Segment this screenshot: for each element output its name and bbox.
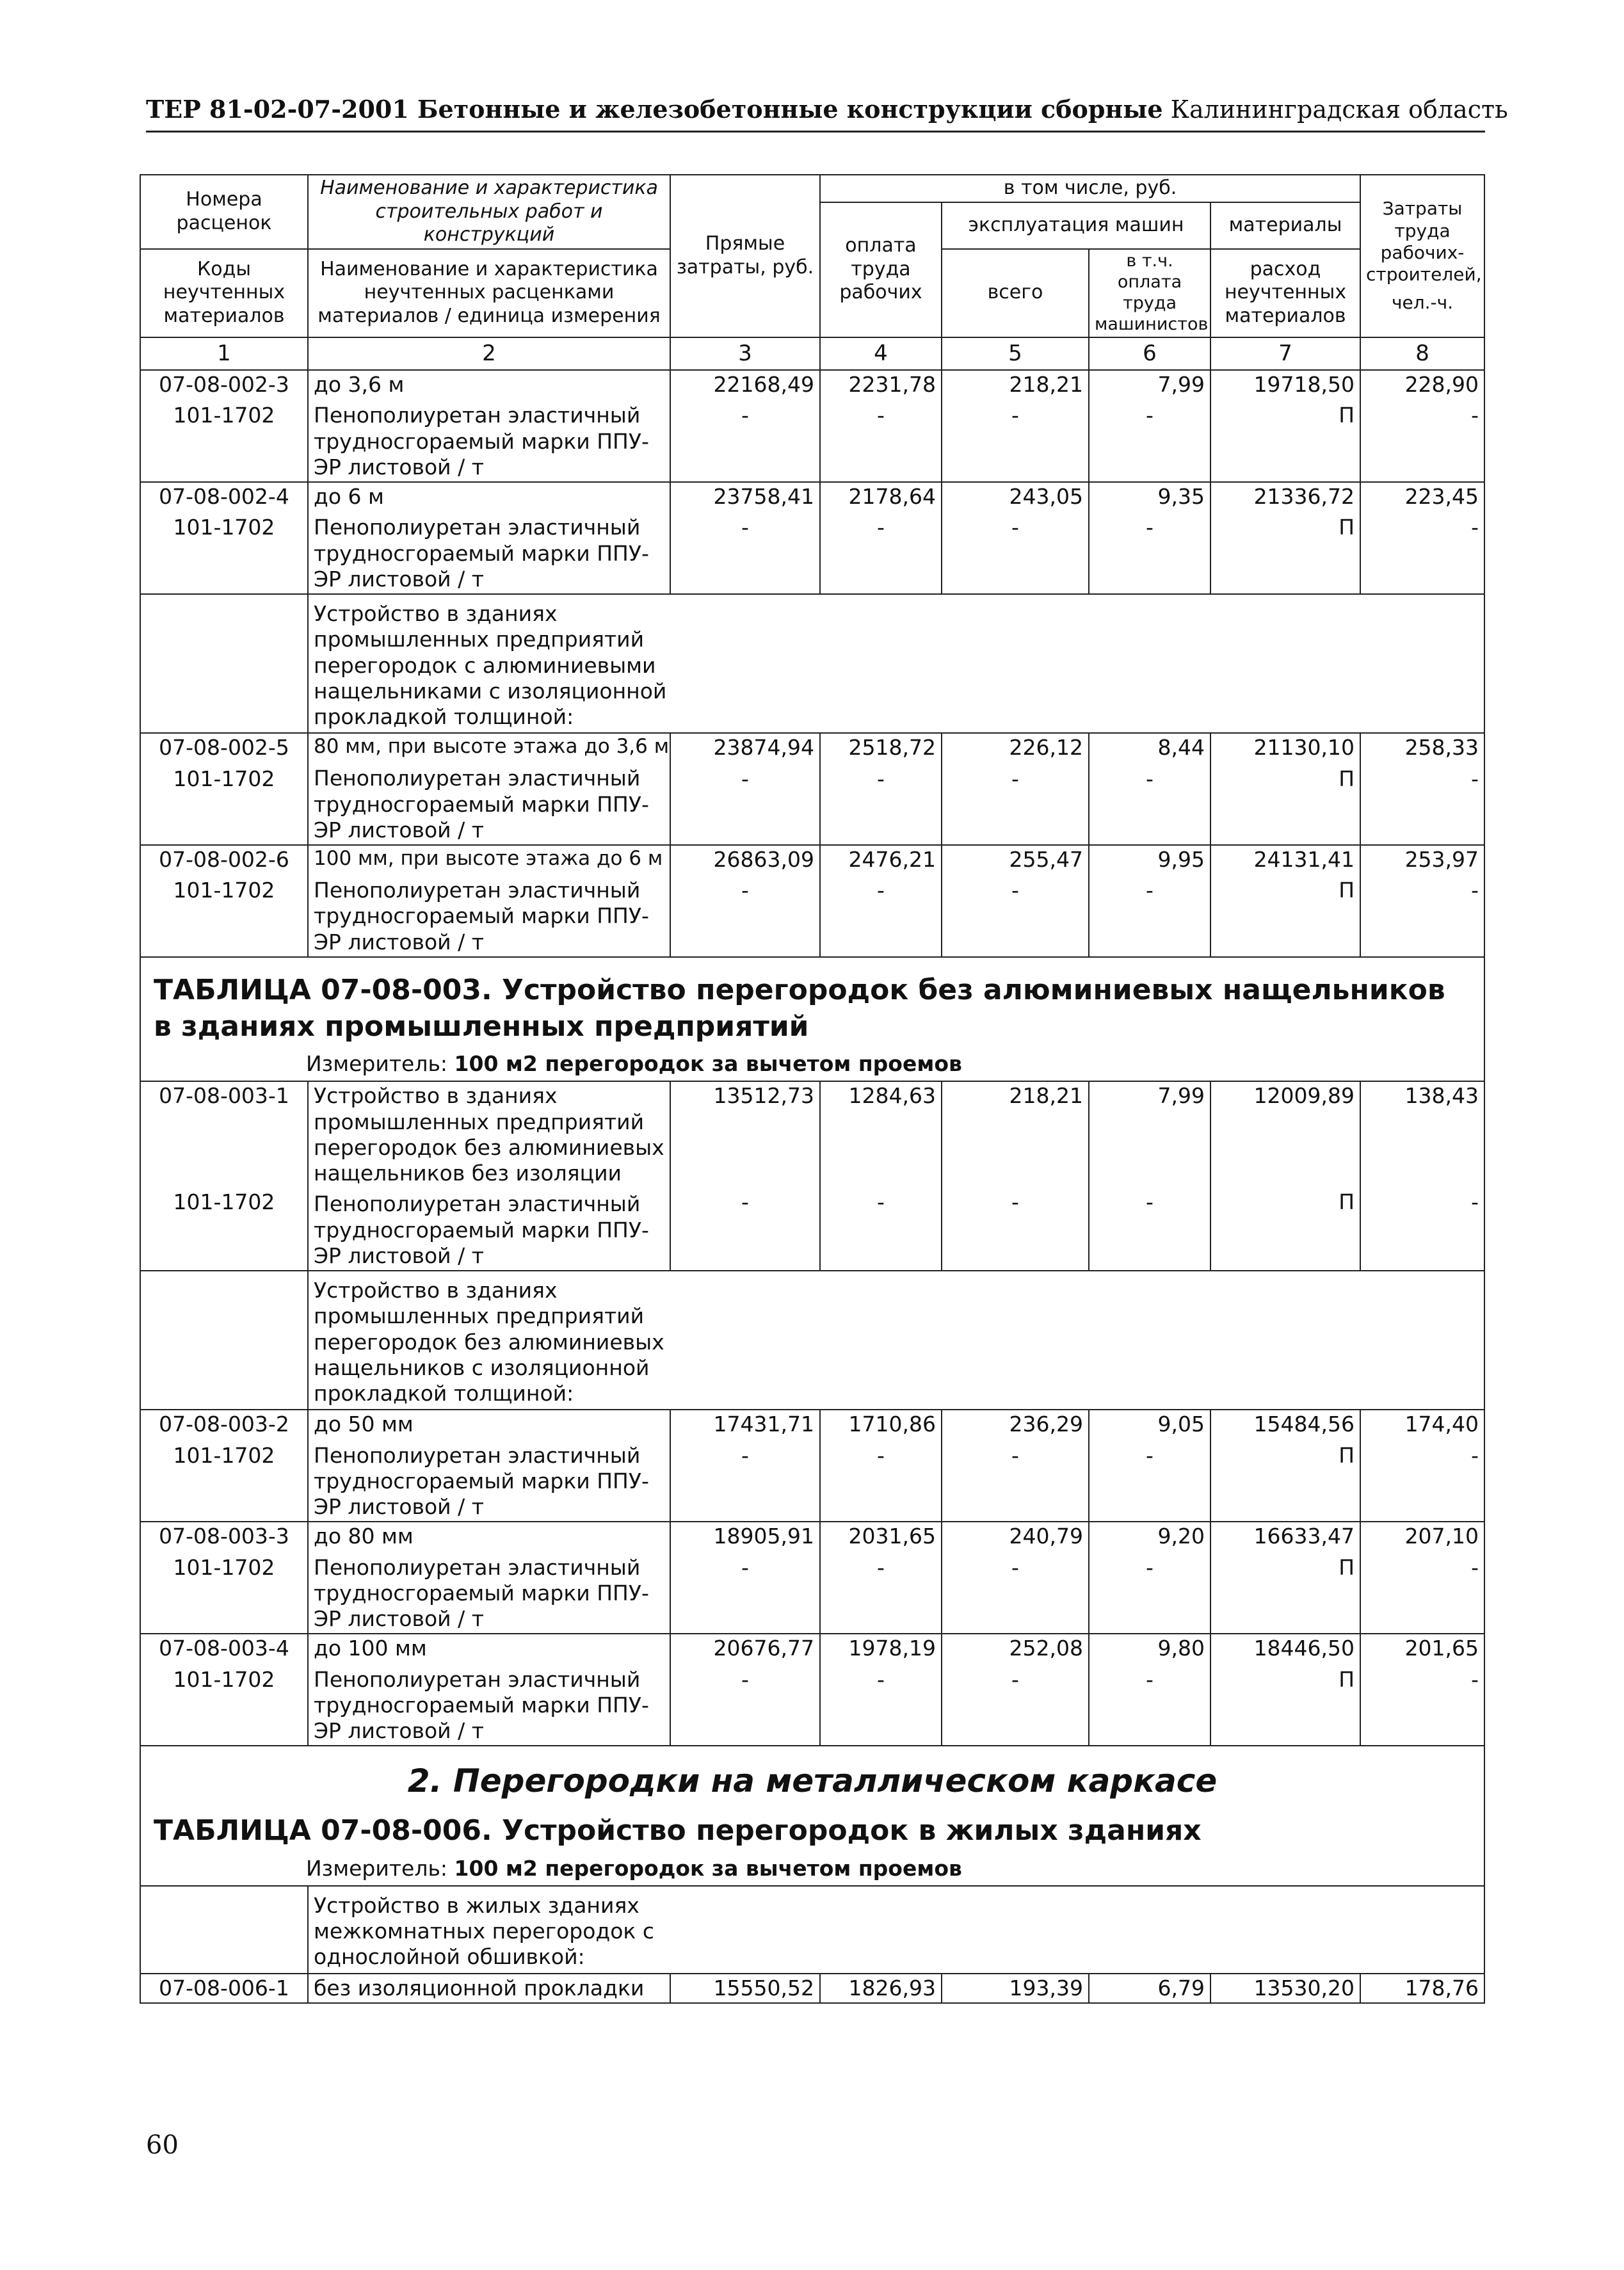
table-row: [140, 1634, 1484, 1746]
dash: -: [1011, 1189, 1019, 1214]
group-row: [140, 1886, 1484, 1974]
operators-pay: 7,99: [1157, 372, 1205, 397]
direct-costs: 23758,41: [713, 484, 814, 509]
col1-header-a: Номера расценок: [140, 175, 308, 249]
table-row: [140, 733, 1484, 845]
table-row: [140, 1974, 1484, 2003]
col8-header: [1360, 175, 1484, 337]
rate-name: до 3,6 м: [314, 372, 405, 397]
machines-header: эксплуатация машин: [942, 202, 1210, 249]
labor-pay: 1826,93: [848, 1975, 936, 2000]
col-number: 7: [1210, 337, 1360, 370]
dash: -: [1011, 1666, 1019, 1692]
material-code: 101-1702: [173, 766, 275, 791]
price-table: [140, 174, 1485, 2004]
col8-header-a: Затраты труда рабочих-строителей,: [1366, 198, 1482, 285]
materials-header: материалы: [1210, 202, 1360, 249]
labor-hours: 228,90: [1404, 372, 1479, 397]
col3-header: Прямые затраты, руб.: [670, 175, 820, 337]
dash: -: [1471, 1666, 1479, 1692]
material-code: 101-1702: [173, 878, 275, 903]
dash: -: [877, 403, 885, 428]
dash: -: [1471, 515, 1479, 540]
machines-total: 255,47: [1009, 847, 1083, 872]
dash: -: [1146, 515, 1154, 540]
rate-code: 07-08-002-6: [159, 847, 289, 872]
col-number: 8: [1360, 337, 1484, 370]
labor-pay: 2178,64: [848, 484, 936, 509]
col-number: 5: [942, 337, 1089, 370]
running-header: [146, 95, 1508, 133]
rate-name: до 100 мм: [314, 1636, 427, 1661]
machines-total: 252,08: [1009, 1636, 1083, 1661]
machines-total: 240,79: [1009, 1524, 1083, 1549]
direct-costs: 13512,73: [713, 1083, 814, 1109]
materials-cost: 15484,56: [1253, 1412, 1355, 1437]
material-name: Пенополиуретан эластичный трудносгораемый марки ППУ-ЭР листовой / т: [314, 1554, 649, 1632]
col7-header: расход неучтенных материалов: [1210, 249, 1360, 337]
section-row: [140, 957, 1484, 1082]
section-row: [140, 1746, 1484, 1885]
operators-pay: 6,79: [1157, 1975, 1205, 2000]
labor-hours: 178,76: [1404, 1975, 1479, 2000]
col-number: 6: [1089, 337, 1210, 370]
dash: -: [1471, 1442, 1479, 1468]
labor-pay: 2031,65: [848, 1524, 936, 1549]
dash: -: [1011, 878, 1019, 903]
material-code: 101-1702: [173, 403, 275, 428]
labor-pay: 2476,21: [848, 847, 936, 872]
table-row: [140, 1522, 1484, 1634]
group-row: [140, 594, 1484, 733]
dash: -: [741, 1666, 749, 1692]
material-p-mark: П: [1339, 1554, 1355, 1580]
header-region: Калининградская область: [1170, 95, 1508, 124]
material-name: Пенополиуретан эластичный трудносгораемый марки ППУ-ЭР листовой / т: [314, 1666, 649, 1744]
dash: -: [741, 1189, 749, 1214]
rate-name: до 6 м: [314, 484, 384, 509]
dash: -: [877, 878, 885, 903]
machines-total: 218,21: [1009, 372, 1083, 397]
materials-cost: 13530,20: [1253, 1975, 1355, 2000]
material-code: 101-1702: [173, 515, 275, 540]
group-caption: Устройство в зданиях промышленных предприятий перегородок с алюминиевыми нащельниками с изоляционной прокладкой толщиной:: [314, 601, 667, 729]
dash: -: [741, 515, 749, 540]
dash: -: [877, 1189, 885, 1214]
col2-header-a: Наименование и характеристика строительных работ и конструкций: [308, 175, 670, 249]
meter-label: Измеритель:: [306, 1051, 448, 1077]
col-number: 2: [308, 337, 670, 370]
material-name: Пенополиуретан эластичный трудносгораемый марки ППУ-ЭР листовой / т: [314, 515, 649, 592]
material-name: Пенополиуретан эластичный трудносгораемый марки ППУ-ЭР листовой / т: [314, 1191, 649, 1268]
dash: -: [877, 1442, 885, 1468]
material-code: 101-1702: [173, 1189, 275, 1214]
machines-total: 193,39: [1009, 1975, 1083, 2000]
col-number: 3: [670, 337, 820, 370]
dash: -: [1471, 878, 1479, 903]
machines-total: 226,12: [1009, 735, 1083, 761]
rate-name: до 50 мм: [314, 1412, 414, 1437]
rate-code: 07-08-003-4: [159, 1636, 289, 1661]
operators-pay: 9,35: [1157, 484, 1205, 509]
header-title: ТЕР 81-02-07-2001 Бетонные и железобетонные конструкции сборные: [146, 95, 1163, 124]
dash: -: [1146, 1666, 1154, 1692]
dash: -: [741, 1442, 749, 1468]
dash: -: [1471, 1554, 1479, 1580]
part-2-title: 2. Перегородки на металлическом каркасе: [407, 1762, 1218, 1800]
dash: -: [1011, 515, 1019, 540]
rate-name: Устройство в зданиях промышленных предприятий перегородок без алюминиевых нащельников без изоляции: [314, 1083, 664, 1186]
dash: -: [1011, 1554, 1019, 1580]
dash: -: [741, 878, 749, 903]
rate-code: 07-08-003-1: [159, 1083, 289, 1109]
dash: -: [1011, 1442, 1019, 1468]
table-row: [140, 370, 1484, 482]
rate-name: до 80 мм: [314, 1524, 414, 1549]
labor-pay: 1284,63: [848, 1083, 936, 1109]
material-name: Пенополиуретан эластичный трудносгораемый марки ППУ-ЭР листовой / т: [314, 1442, 649, 1520]
col4-header: оплата труда рабочих: [820, 202, 942, 337]
direct-costs: 20676,77: [713, 1636, 814, 1661]
operators-pay: 9,95: [1157, 847, 1205, 872]
rate-code: 07-08-002-3: [159, 372, 289, 397]
material-p-mark: П: [1339, 515, 1355, 540]
materials-cost: 16633,47: [1253, 1524, 1355, 1549]
dash: -: [877, 1666, 885, 1692]
material-name: Пенополиуретан эластичный трудносгораемый марки ППУ-ЭР листовой / т: [314, 878, 649, 954]
table-row: [140, 1410, 1484, 1522]
table-row: [140, 482, 1484, 594]
dash: -: [1146, 403, 1154, 428]
dash: -: [1011, 766, 1019, 791]
operators-pay: 7,99: [1157, 1083, 1205, 1109]
machines-total: 236,29: [1009, 1412, 1083, 1437]
rate-code: 07-08-002-5: [159, 735, 289, 761]
labor-hours: 174,40: [1404, 1412, 1479, 1437]
labor-hours: 207,10: [1404, 1524, 1479, 1549]
table-row: [140, 1081, 1484, 1271]
rate-code: 07-08-003-2: [159, 1412, 289, 1437]
direct-costs: 26863,09: [713, 847, 814, 872]
table-row: [140, 845, 1484, 957]
material-p-mark: П: [1339, 766, 1355, 791]
meter-label: Измеритель:: [306, 1855, 448, 1881]
table-006-meter: [141, 1849, 1484, 1885]
col1-header-b: Коды неучтенных материалов: [140, 249, 308, 337]
operators-pay: 9,05: [1157, 1412, 1205, 1437]
material-p-mark: П: [1339, 878, 1355, 903]
material-code: 101-1702: [173, 1554, 275, 1580]
rate-name: без изоляционной прокладки: [314, 1975, 645, 2000]
dash: -: [1471, 766, 1479, 791]
material-code: 101-1702: [173, 1442, 275, 1468]
col-number: 1: [140, 337, 308, 370]
labor-pay: 2231,78: [848, 372, 936, 397]
col2-header-b: Наименование и характеристика неучтенных расценками материалов / единица измерения: [308, 249, 670, 337]
header-rule: [146, 131, 1485, 133]
dash: -: [741, 1554, 749, 1580]
dash: -: [1146, 766, 1154, 791]
rate-code: 07-08-003-3: [159, 1524, 289, 1549]
labor-hours: 201,65: [1404, 1636, 1479, 1661]
dash: -: [1471, 1189, 1479, 1214]
materials-cost: 12009,89: [1253, 1083, 1355, 1109]
labor-pay: 2518,72: [848, 735, 936, 761]
materials-cost: 24131,41: [1253, 847, 1355, 872]
labor-pay: 1978,19: [848, 1636, 936, 1661]
direct-costs: 17431,71: [713, 1412, 814, 1437]
col-number: 4: [820, 337, 942, 370]
material-code: 101-1702: [173, 1666, 275, 1692]
operators-pay: 9,20: [1157, 1524, 1205, 1549]
material-p-mark: П: [1339, 1666, 1355, 1692]
dash: -: [1146, 1554, 1154, 1580]
direct-costs: 15550,52: [713, 1975, 814, 2000]
dash: -: [1471, 403, 1479, 428]
dash: -: [877, 1554, 885, 1580]
direct-costs: 23874,94: [713, 735, 814, 761]
dash: -: [1011, 403, 1019, 428]
materials-cost: 19718,50: [1253, 372, 1355, 397]
machines-total: 243,05: [1009, 484, 1083, 509]
dash: -: [741, 403, 749, 428]
rate-code: 07-08-002-4: [159, 484, 289, 509]
dash: -: [1146, 878, 1154, 903]
material-p-mark: П: [1339, 403, 1355, 428]
operators-pay: 8,44: [1157, 735, 1205, 761]
material-name: Пенополиуретан эластичный трудносгораемый марки ППУ-ЭР листовой / т: [314, 403, 649, 479]
material-p-mark: П: [1339, 1189, 1355, 1214]
labor-pay: 1710,86: [848, 1412, 936, 1437]
col8-header-b: чел.-ч.: [1391, 292, 1454, 313]
rate-name: 100 мм, при высоте этажа до 6 м: [314, 847, 663, 870]
rate-name: 80 мм, при высоте этажа до 3,6 м: [314, 735, 670, 759]
dash: -: [1146, 1189, 1154, 1214]
group-caption: Устройство в зданиях промышленных предприятий перегородок без алюминиевых нащельников с изоляционной прокладкой толщиной:: [314, 1278, 664, 1406]
materials-cost: 21130,10: [1253, 735, 1355, 761]
meter-value: 100 м2 перегородок за вычетом проемов: [454, 1855, 962, 1881]
labor-hours: 258,33: [1404, 735, 1479, 761]
materials-cost: 18446,50: [1253, 1636, 1355, 1661]
table-003-meter: [141, 1045, 1484, 1081]
dash: -: [741, 766, 749, 791]
direct-costs: 22168,49: [713, 372, 814, 397]
included-header: в том числе, руб.: [820, 175, 1360, 202]
page-number: 60: [146, 2130, 179, 2160]
table-003-title: ТАБЛИЦА 07-08-003. Устройство перегородок без алюминиевых нащельников в зданиях промышленных предприятий: [154, 973, 1445, 1043]
col5-header: всего: [942, 249, 1089, 337]
labor-hours: 253,97: [1404, 847, 1479, 872]
group-row: [140, 1271, 1484, 1410]
materials-cost: 21336,72: [1253, 484, 1355, 509]
machines-total: 218,21: [1009, 1083, 1083, 1109]
material-name: Пенополиуретан эластичный трудносгораемый марки ППУ-ЭР листовой / т: [314, 766, 649, 842]
dash: -: [877, 766, 885, 791]
labor-hours: 138,43: [1404, 1083, 1479, 1109]
direct-costs: 18905,91: [713, 1524, 814, 1549]
group-caption: Устройство в жилых зданиях межкомнатных перегородок с однослойной обшивкой:: [314, 1892, 654, 1970]
rate-code: 07-08-006-1: [159, 1975, 289, 2000]
meter-value: 100 м2 перегородок за вычетом проемов: [454, 1051, 962, 1077]
labor-hours: 223,45: [1404, 484, 1479, 509]
col6-header: в т.ч. оплата труда машинистов: [1089, 249, 1210, 337]
dash: -: [877, 515, 885, 540]
material-p-mark: П: [1339, 1442, 1355, 1468]
table-006-title: ТАБЛИЦА 07-08-006. Устройство перегородок в жилых зданиях: [154, 1814, 1202, 1847]
operators-pay: 9,80: [1157, 1636, 1205, 1661]
dash: -: [1146, 1442, 1154, 1468]
